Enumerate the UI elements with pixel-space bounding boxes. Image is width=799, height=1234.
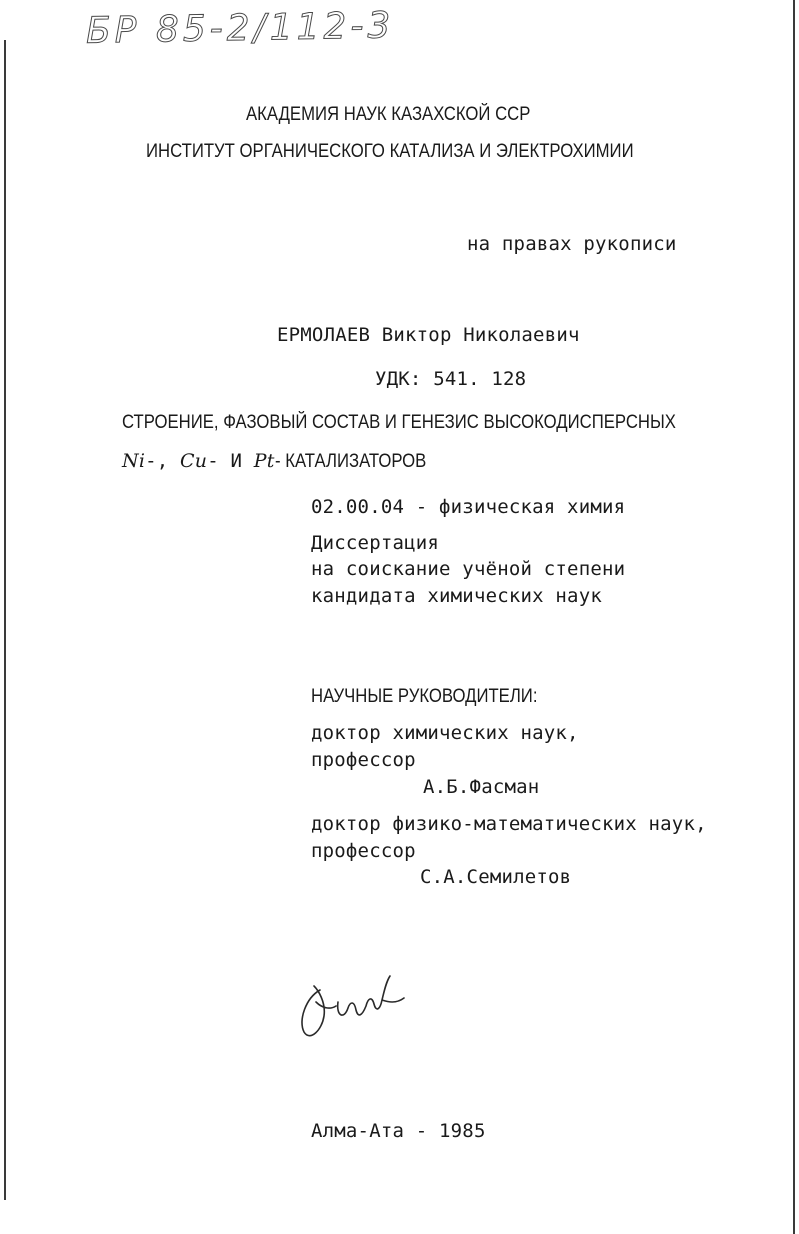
supervisor-2-name: С.А.Семилетов [420,866,572,888]
right-margin-line [793,0,795,1234]
author-name: ЕРМОЛАЕВ Виктор Николаевич [277,324,580,346]
title-separator-2: - И [207,450,254,472]
title-tail: - КАТАЛИЗАТОРОВ [274,451,426,472]
supervisor-1-degree: доктор химических наук, [311,722,579,744]
supervisor-1-rank: профессор [311,749,416,771]
left-margin-line [4,40,6,1200]
nickel-symbol: Ni [122,450,146,472]
udk-code: УДК: 541. 128 [375,368,527,390]
supervisor-1-name: А.Б.Фасман [423,776,540,798]
thesis-title-line-1: СТРОЕНИЕ, ФАЗОВЫЙ СОСТАВ И ГЕНЕЗИС ВЫСОКОДИСПЕРСНЫХ [122,412,676,433]
academy-title: АКАДЕМИЯ НАУК КАЗАХСКОЙ ССР [246,104,531,125]
thesis-title-line-2 [122,450,447,473]
degree-name: кандидата химических наук [311,585,602,607]
supervisor-2-rank: профессор [311,840,416,862]
manuscript-note: на правах рукописи [467,233,677,255]
specialty-code: 02.00.04 - физическая химия [311,496,626,518]
supervisor-2-degree: доктор физико-математических наук, [311,813,707,835]
platinum-symbol: Pt [253,450,275,472]
dissertation-label: Диссертация [311,532,440,554]
copper-symbol: Cu [180,450,208,472]
degree-purpose: на соискание учёной степени [311,558,626,580]
handwritten-signature [296,972,416,1052]
supervisors-heading: НАУЧНЫЕ РУКОВОДИТЕЛИ: [311,686,538,707]
institute-title: ИНСТИТУТ ОРГАНИЧЕСКОГО КАТАЛИЗА И ЭЛЕКТРОХИМИИ [146,141,634,162]
archive-stamp: БР 85-2/112-3 [85,5,395,52]
city-and-year: Алма-Ата - 1985 [311,1120,486,1142]
title-separator-1: -, [145,450,181,472]
